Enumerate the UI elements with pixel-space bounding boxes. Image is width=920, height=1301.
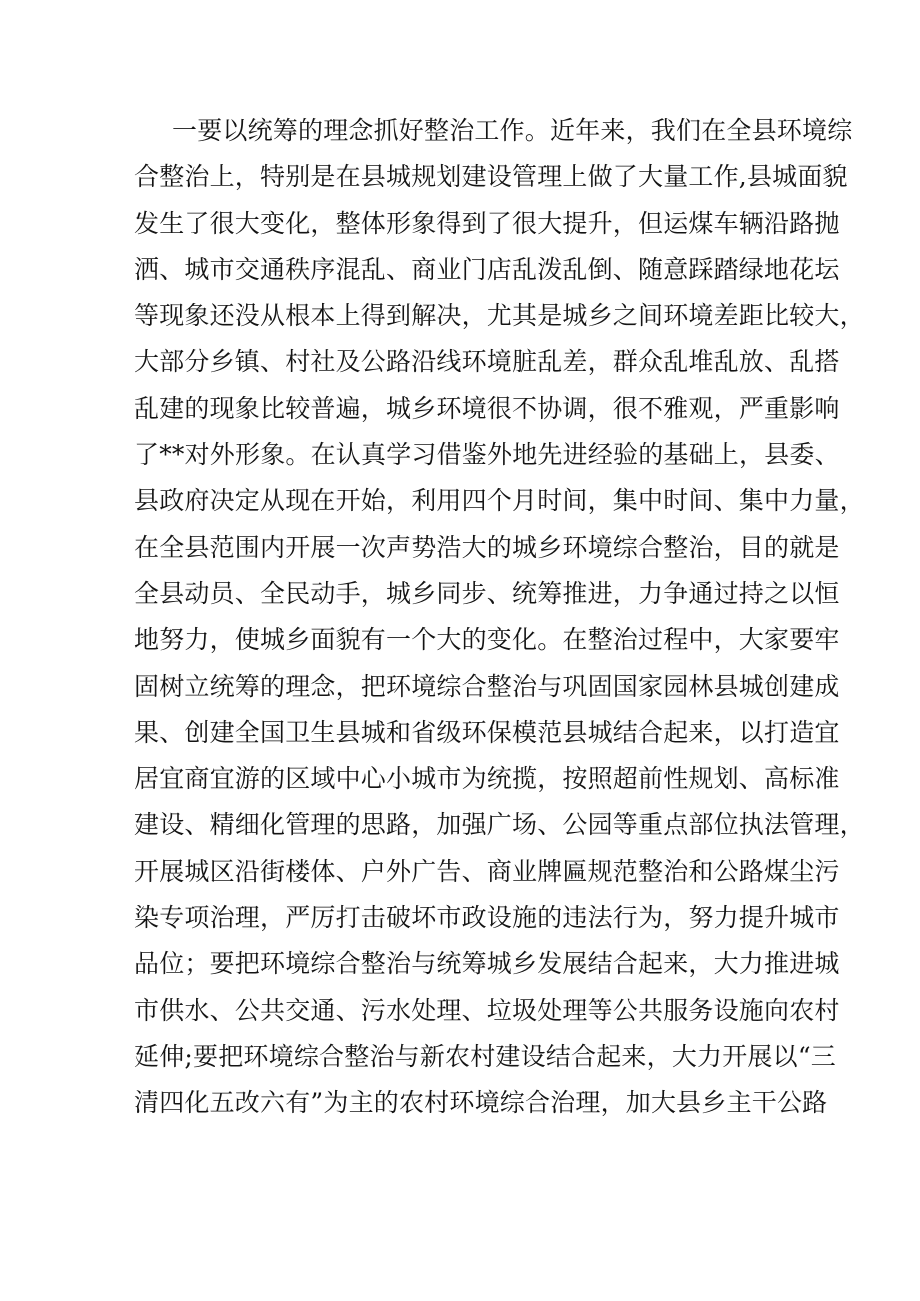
paragraph-line-11: 全县动员、全民动手，城乡同步、统筹推进，力争通过持之以恒 — [134, 578, 840, 608]
paragraph-line-7: 乱建的现象比较普遍，城乡环境很不协调，很不雅观，严重影响 — [134, 393, 840, 423]
paragraph-line-17: 开展城区沿街楼体、户外广告、商业牌匾规范整治和公路煤尘污 — [134, 856, 840, 886]
paragraph-line-3: 发生了很大变化，整体形象得到了很大提升，但运煤车辆沿路抛 — [134, 208, 840, 238]
paragraph-line-6: 大部分乡镇、村社及公路沿线环境脏乱差，群众乱堆乱放、乱搭 — [134, 347, 840, 377]
paragraph-line-21: 延伸;要把环境综合整治与新农村建设结合起来，大力开展以“三 — [134, 1041, 837, 1071]
paragraph-line-4: 洒、城市交通秩序混乱、商业门店乱泼乱倒、随意踩踏绿地花坛 — [134, 254, 840, 284]
paragraph-line-18: 染专项治理，严厉打击破坏市政设施的违法行为，努力提升城市 — [134, 903, 840, 933]
paragraph-line-1: 一要以统筹的理念抓好整治工作。近年来，我们在全县环境综 — [172, 116, 853, 145]
paragraph-line-2: 合整治上，特别是在县城规划建设管理上做了大量工作,县城面貌 — [134, 162, 848, 192]
paragraph-line-22: 清四化五改六有”为主的农村环境综合治理，加大县乡主干公路 — [134, 1088, 828, 1118]
paragraph-line-10: 在全县范围内开展一次声势浩大的城乡环境综合整治，目的就是 — [134, 532, 840, 562]
paragraph-line-20: 市供水、公共交通、污水处理、垃圾处理等公共服务设施向农村 — [134, 995, 840, 1025]
paragraph-line-13: 固树立统筹的理念，把环境综合整治与巩固国家园林县城创建成 — [134, 671, 840, 701]
paragraph-line-12: 地努力，使城乡面貌有一个大的变化。在整治过程中，大家要牢 — [134, 625, 840, 655]
paragraph-line-16: 建设、精细化管理的思路，加强广场、公园等重点部位执法管理， — [134, 810, 865, 840]
paragraph-line-5: 等现象还没从根本上得到解决，尤其是城乡之间环境差距比较大， — [134, 301, 865, 331]
paragraph-line-14: 果、创建全国卫生县城和省级环保模范县城结合起来，以打造宜 — [134, 717, 840, 747]
body-paragraph — [134, 108, 865, 1127]
paragraph-line-19: 品位；要把环境综合整治与统筹城乡发展结合起来，大力推进城 — [134, 949, 840, 979]
paragraph-line-8: 了**对外形象。在认真学习借鉴外地先进经验的基础上，县委、 — [134, 440, 840, 470]
paragraph-line-15: 居宜商宜游的区域中心小城市为统揽，按照超前性规划、高标准 — [134, 764, 840, 794]
paragraph-line-9: 县政府决定从现在开始，利用四个月时间，集中时间、集中力量， — [134, 486, 865, 516]
